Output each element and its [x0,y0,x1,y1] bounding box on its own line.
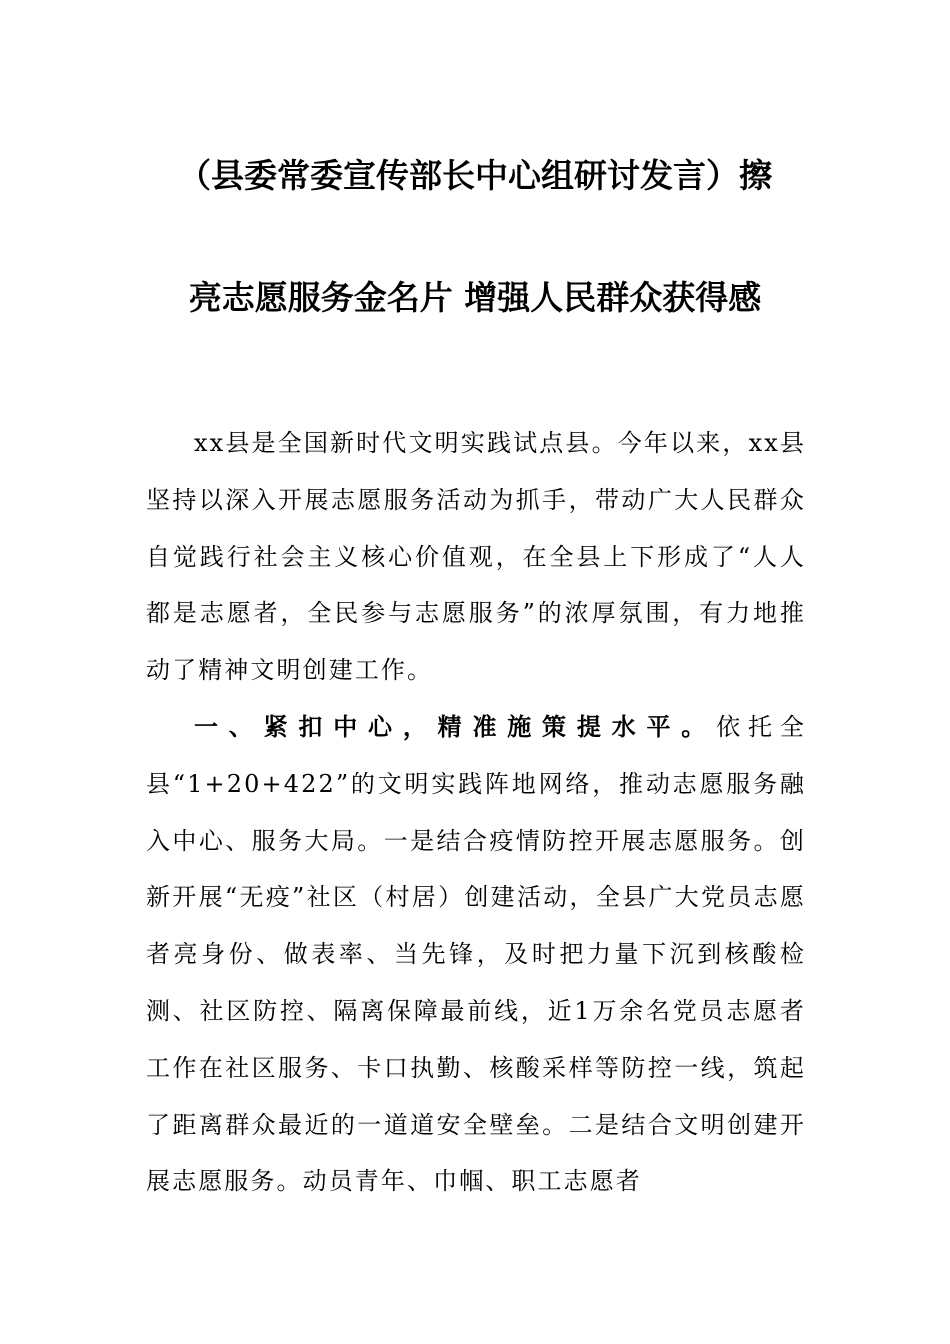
section-one-heading: 一、紧扣中心，精准施策提水平。 [194,712,717,741]
document-title-line-2: 亮志愿服务金名片 增强人民群众获得感 [188,278,762,317]
document-title-line-1: （县委常委宣传部长中心组研讨发言）擦 [178,156,772,195]
section-one-text: 依托全县“1+20+422”的文明实践阵地网络，推动志愿服务融入中心、服务大局。一是结合疫情防控开展志愿服务。创新开展“无疫”社区（村居）创建活动，全县广大党员志愿者亮身份、做表率、当先锋，及时把力量下沉到核酸检测、社区防控、隔离保障最前线，近1万余名党员志愿者工作在社区服务、卡口执勤、核酸采样等防控一线，筑起了距离群众最近的一道道安全壁垒。二是结合文明创建开展志愿服务。动员青年、巾帼、职工志愿者 [146,712,806,1196]
intro-paragraph-text: xx县是全国新时代文明实践试点县。今年以来，xx县坚持以深入开展志愿服务活动为抓手，带动广大人民群众自觉践行社会主义核心价值观，在全县上下形成了“人人都是志愿者，全民参与志愿服务”的浓厚氛围，有力地推动了精神文明创建工作。 [146,429,806,685]
section-one-paragraph [146,699,806,1210]
document-body [146,415,806,1210]
intro-paragraph [146,415,806,699]
